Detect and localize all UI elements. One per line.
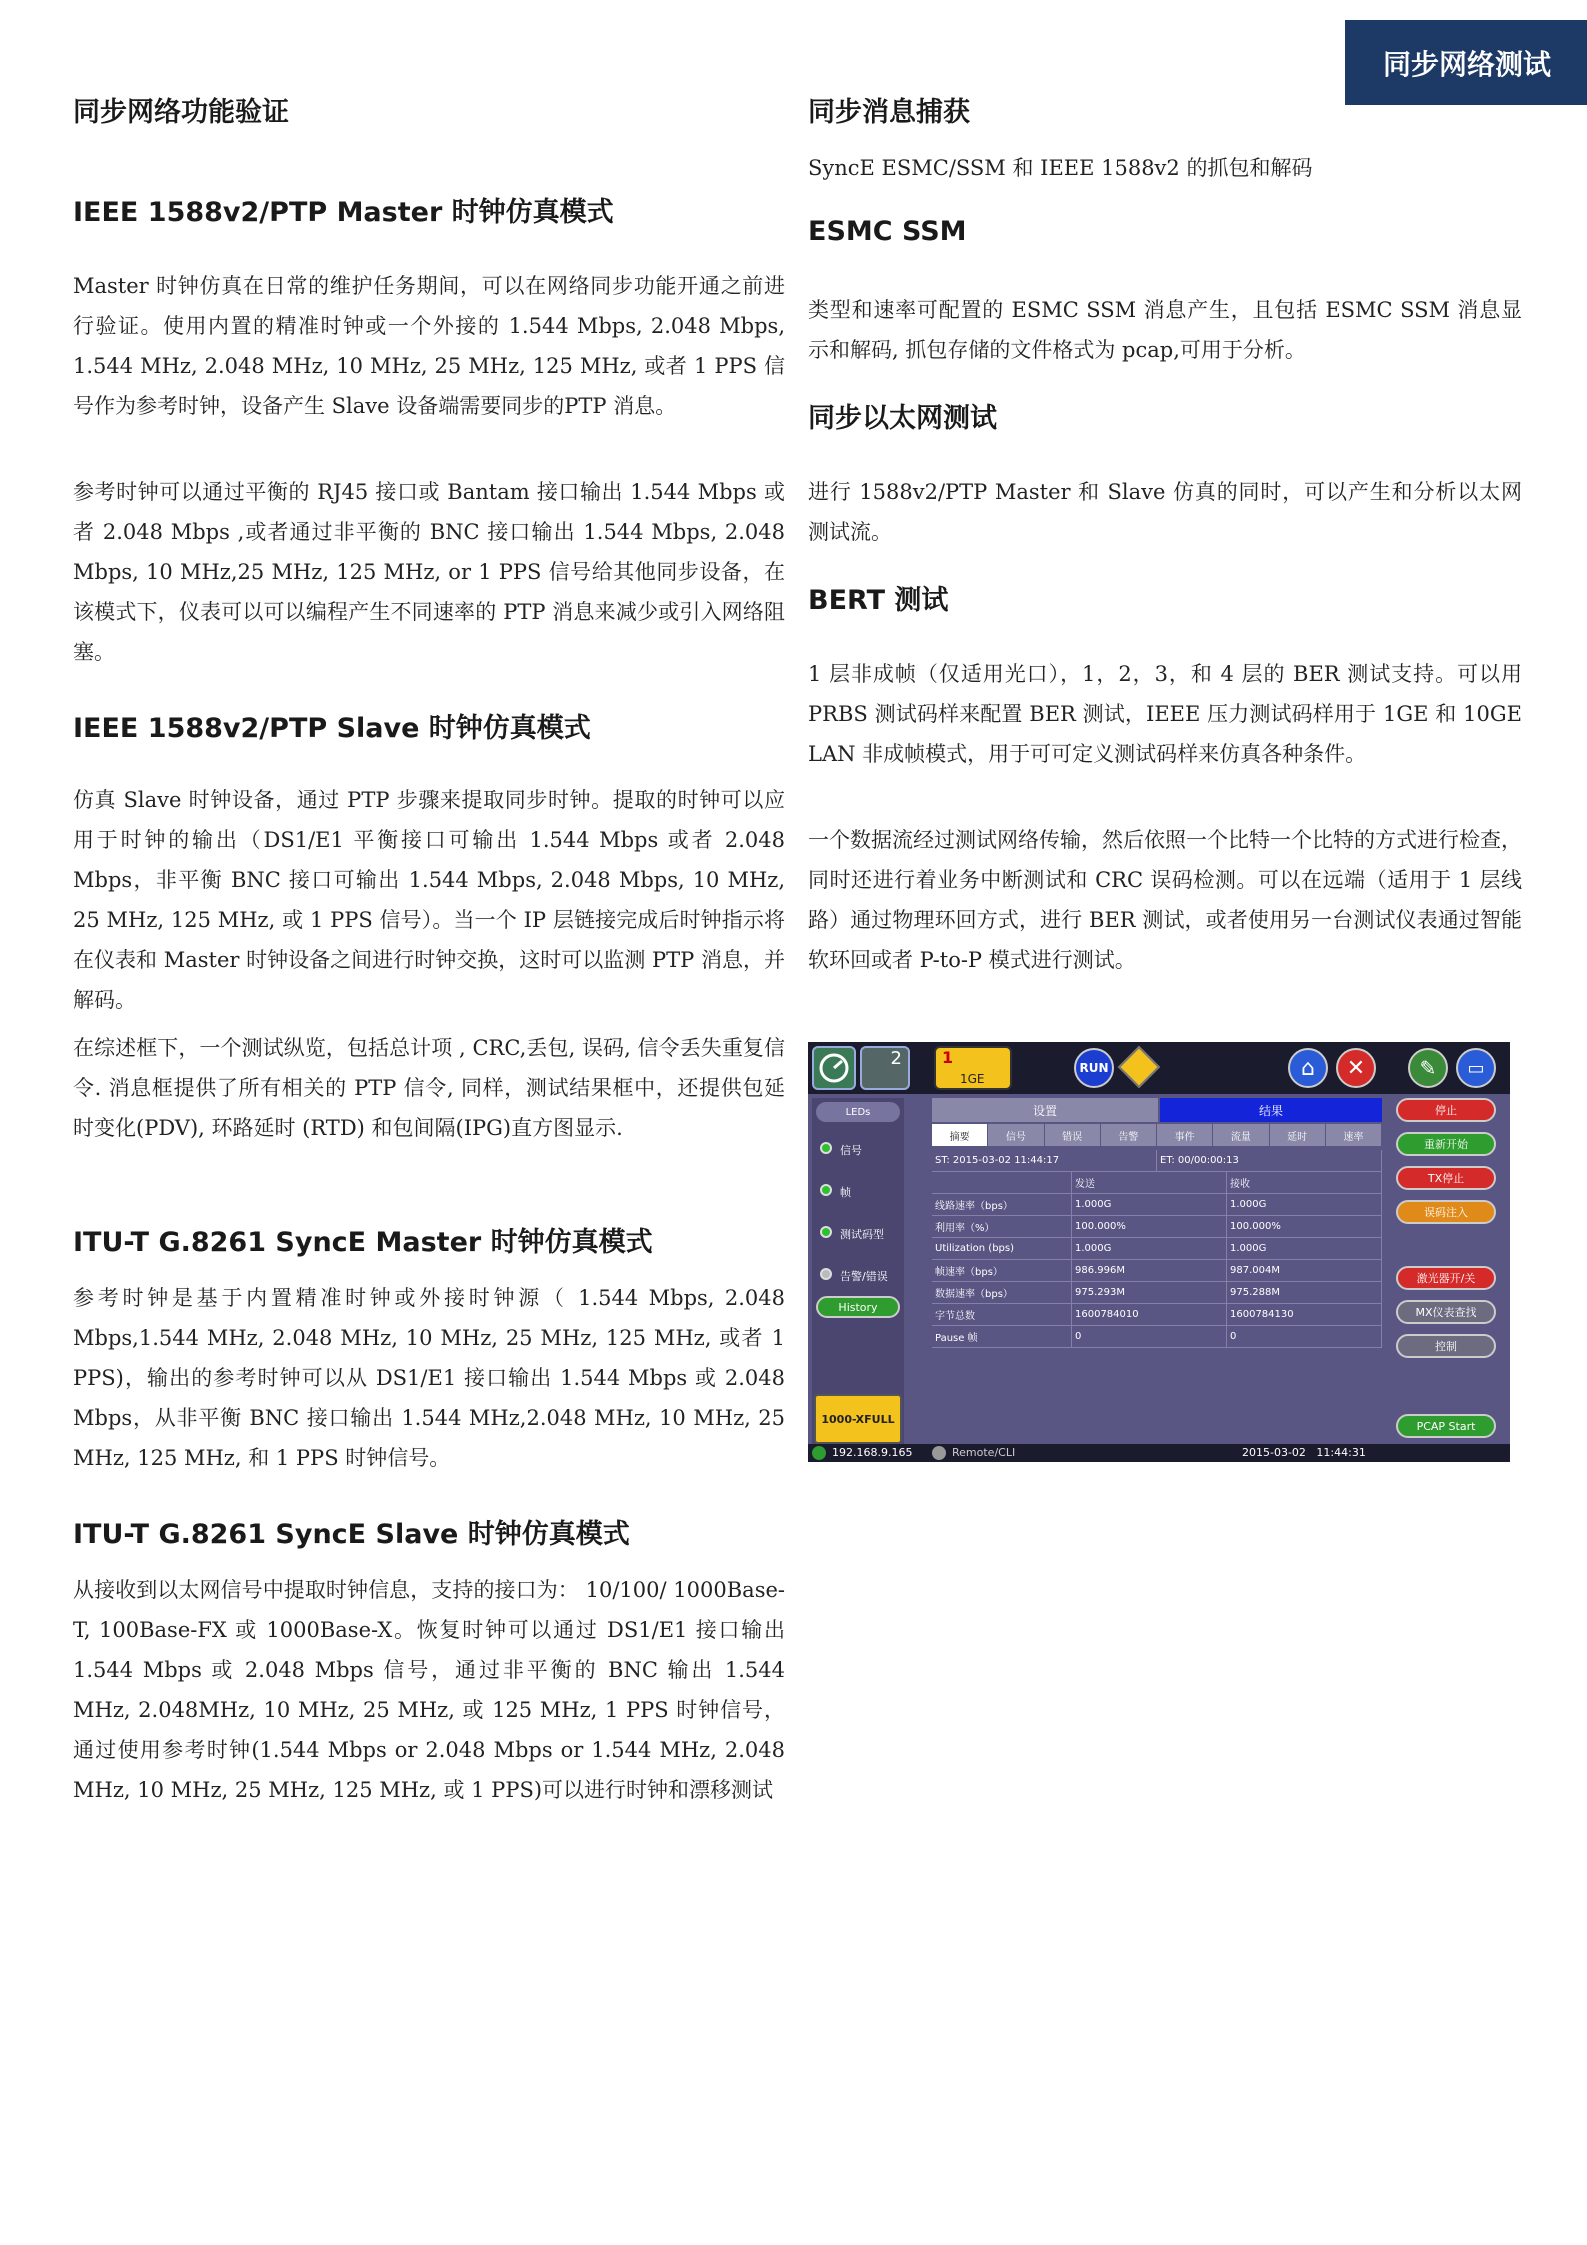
header-tx: 发送 xyxy=(1072,1172,1227,1193)
table-row xyxy=(932,1260,1382,1282)
table-row xyxy=(932,1238,1382,1260)
leds-header xyxy=(816,1102,900,1122)
port-number: 1 xyxy=(942,1048,954,1067)
esmc-title: ESMC SSM xyxy=(808,216,967,247)
row-label: 线路速率（bps） xyxy=(932,1194,1072,1215)
control-button[interactable]: 控制 xyxy=(1396,1334,1496,1358)
bert-title: BERT 测试 xyxy=(808,585,949,616)
row-tx: 0 xyxy=(1072,1326,1227,1347)
run-label: RUN xyxy=(1079,1061,1109,1075)
row-label: 利用率（%） xyxy=(932,1216,1072,1237)
row-label: 数据速率（bps） xyxy=(932,1282,1072,1303)
led-pattern xyxy=(820,1226,832,1238)
tab-setup-label: 设置 xyxy=(1032,1103,1057,1118)
subtab-errors[interactable]: 错误 xyxy=(1045,1124,1101,1146)
history-button[interactable] xyxy=(816,1296,900,1318)
bert-para-2: 一个数据流经过测试网络传输，然后依照一个比特一个比特的方式进行检查，同时还进行着业务中断测试和 CRC 误码检测。可以在远端（适用于 1 层线路）通过物理环回方式，进行 BER 测试，或者使用另一台测试仪表通过智能软环回或者 P-to-P 模式进行测试。 xyxy=(808,828,1522,972)
subtab-events[interactable]: 事件 xyxy=(1157,1124,1213,1146)
led-alarm xyxy=(820,1268,832,1280)
start-time: ST: 2015-03-02 11:44:17 xyxy=(932,1150,1157,1171)
row-rx: 1.000G xyxy=(1227,1194,1382,1215)
synce-master-title: ITU-T G.8261 SyncE Master 时钟仿真模式 xyxy=(73,1227,653,1258)
synce-slave-title: ITU-T G.8261 SyncE Slave 时钟仿真模式 xyxy=(73,1519,630,1550)
mode-label: 1000-XFULL xyxy=(821,1412,895,1426)
ptp-master-para-2: 参考时钟可以通过平衡的 RJ45 接口或 Bantam 接口输出 1.544 Mbps 或者 2.048 Mbps ,或者通过非平衡的 BNC 接口输出 1.544 Mbps, 2.048 Mbps, 10 MHz,25 MHz, 125 MHz, or 1 PPS 信号给其他同步设备，在该模式下，仪表可以可以编程产生不同速率的 PTP 消息来减少或引入网络阻塞。 xyxy=(73,480,785,664)
row-tx: 100.000% xyxy=(1072,1216,1227,1237)
ip-address: 192.168.9.165 xyxy=(832,1446,913,1459)
stop-button[interactable]: 停止 xyxy=(1396,1098,1496,1122)
row-rx: 100.000% xyxy=(1227,1216,1382,1237)
tester-topbar xyxy=(808,1042,1510,1094)
tx-stop-button[interactable]: TX停止 xyxy=(1396,1166,1496,1190)
ptp-master-title: IEEE 1588v2/PTP Master 时钟仿真模式 xyxy=(73,197,614,228)
tools-icon[interactable]: ✎ xyxy=(1408,1048,1448,1088)
tester-sidebar xyxy=(812,1098,904,1448)
remote-label: Remote/CLI xyxy=(952,1446,1016,1459)
subtab-delay[interactable]: 延时 xyxy=(1270,1124,1326,1146)
port-indicator[interactable] xyxy=(934,1046,1012,1090)
row-rx: 1.000G xyxy=(1227,1238,1382,1259)
sub-tab-bar xyxy=(932,1124,1382,1146)
run-button[interactable] xyxy=(1074,1048,1114,1088)
capture-intro: SyncE ESMC/SSM 和 IEEE 1588v2 的抓包和解码 xyxy=(808,156,1313,180)
synce-test-para: 进行 1588v2/PTP Master 和 Slave 仿真的同时，可以产生和分析以太网测试流。 xyxy=(808,480,1522,544)
remote-icon xyxy=(932,1446,946,1460)
subtab-summary[interactable]: 摘要 xyxy=(932,1124,988,1146)
right-section-title: 同步消息捕获 xyxy=(808,97,970,128)
subtab-rate[interactable]: 速率 xyxy=(1326,1124,1382,1146)
tester-statusbar xyxy=(808,1444,1510,1462)
row-rx: 987.004M xyxy=(1227,1260,1382,1281)
time-row xyxy=(932,1150,1382,1172)
tab-results-label: 结果 xyxy=(1258,1103,1283,1118)
row-label: 帧速率（bps） xyxy=(932,1260,1072,1281)
synce-test-title: 同步以太网测试 xyxy=(808,403,997,434)
port-label: 1GE xyxy=(960,1072,985,1086)
folder-icon[interactable]: ▭ xyxy=(1456,1048,1496,1088)
esmc-para: 类型和速率可配置的 ESMC SSM 消息产生，且包括 ESMC SSM 消息显示和解码, 抓包存储的文件格式为 pcap,可用于分析。 xyxy=(808,298,1522,362)
header-rx: 接收 xyxy=(1227,1172,1382,1193)
history-label: History xyxy=(838,1300,878,1314)
home-icon[interactable]: ⌂ xyxy=(1288,1048,1328,1088)
row-rx: 1600784130 xyxy=(1227,1304,1382,1325)
led-alarm-label: 告警/错误 xyxy=(840,1270,888,1283)
row-label: Utilization (bps) xyxy=(932,1238,1072,1259)
subtab-signal[interactable]: 信号 xyxy=(988,1124,1044,1146)
table-row xyxy=(932,1194,1382,1216)
table-header xyxy=(932,1172,1382,1194)
row-tx: 986.996M xyxy=(1072,1260,1227,1281)
led-signal-label: 信号 xyxy=(840,1144,862,1157)
table-row xyxy=(932,1326,1382,1348)
error-inject-button[interactable]: 误码注入 xyxy=(1396,1200,1496,1224)
close-icon[interactable]: ✕ xyxy=(1336,1048,1376,1088)
led-pattern-label: 测试码型 xyxy=(840,1228,884,1241)
results-table xyxy=(932,1150,1382,1348)
count-value: 2 xyxy=(890,1048,902,1069)
tab-setup[interactable] xyxy=(932,1098,1158,1122)
ptp-master-para-1: Master 时钟仿真在日常的维护任务期间，可以在网络同步功能开通之前进行验证。使用内置的精准时钟或一个外接的 1.544 Mbps, 2.048 Mbps, 1.544 MHz, 2.048 MHz, 10 MHz, 25 MHz, 125 MHz, 或者 1 PPS 信号作为参考时钟，设备产生 Slave 设备端需要同步的PTP 消息。 xyxy=(73,274,785,418)
table-row xyxy=(932,1216,1382,1238)
tester-screenshot xyxy=(808,1042,1510,1462)
left-section-title: 同步网络功能验证 xyxy=(73,97,289,128)
row-label: 字节总数 xyxy=(932,1304,1072,1325)
led-signal xyxy=(820,1142,832,1154)
section-tab: 同步网络测试 xyxy=(1345,20,1587,105)
row-rx: 975.288M xyxy=(1227,1282,1382,1303)
ptp-slave-para-2: 在综述框下，一个测试纵览，包括总计项 , CRC,丢包, 误码, 信令丢失重复信令. 消息框提供了所有相关的 PTP 信令, 同样，测试结果框中，还提供包延时变化(PDV), 环路延时 (RTD) 和包间隔(IPG)直方图显示. xyxy=(73,1036,785,1140)
count-badge xyxy=(860,1046,910,1090)
elapsed-time: ET: 00/00:00:13 xyxy=(1157,1150,1382,1171)
device-datetime: 2015-03-02 11:44:31 xyxy=(1242,1446,1366,1459)
row-tx: 1.000G xyxy=(1072,1194,1227,1215)
ptp-slave-title: IEEE 1588v2/PTP Slave 时钟仿真模式 xyxy=(73,713,591,744)
row-rx: 0 xyxy=(1227,1326,1382,1347)
led-frame-label: 帧 xyxy=(840,1186,851,1199)
subtab-traffic[interactable]: 流量 xyxy=(1213,1124,1269,1146)
synce-master-para: 参考时钟是基于内置精准时钟或外接时钟源（ 1.544 Mbps, 2.048 Mbps,1.544 MHz, 2.048 MHz, 10 MHz, 25 MHz, 125 MHz, 或者 1 PPS)，输出的参考时钟可以从 DS1/E1 接口输出 1.544 Mbps 或 2.048 Mbps，从非平衡 BNC 接口输出 1.544 MHz,2.048 MHz, 10 MHz, 25 MHz, 125 MHz, 和 1 PPS 时钟信号。 xyxy=(73,1286,785,1470)
gauge-icon xyxy=(812,1046,856,1090)
ip-icon xyxy=(812,1446,826,1460)
pcap-start-button[interactable]: PCAP Start xyxy=(1396,1414,1496,1438)
mx-discover-button[interactable]: MX仪表查找 xyxy=(1396,1300,1496,1324)
row-label: Pause 帧 xyxy=(932,1326,1072,1347)
bert-para-1: 1 层非成帧（仅适用光口），1，2，3，和 4 层的 BER 测试支持。可以用 PRBS 测试码样来配置 BER 测试，IEEE 压力测试码样用于 1GE 和 10GE LAN 非成帧模式，用于可可定义测试码样来仿真各种条件。 xyxy=(808,662,1522,766)
row-tx: 1.000G xyxy=(1072,1238,1227,1259)
row-tx: 975.293M xyxy=(1072,1282,1227,1303)
table-row xyxy=(932,1304,1382,1326)
restart-button[interactable]: 重新开始 xyxy=(1396,1132,1496,1156)
subtab-alarms[interactable]: 告警 xyxy=(1101,1124,1157,1146)
laser-toggle-button[interactable]: 激光器开/关 xyxy=(1396,1266,1496,1290)
ptp-slave-para-1: 仿真 Slave 时钟设备，通过 PTP 步骤来提取同步时钟。提取的时钟可以应用于时钟的输出（DS1/E1 平衡接口可输出 1.544 Mbps 或者 2.048 Mbps，非平衡 BNC 接口可输出 1.544 Mbps, 2.048 Mbps, 10 MHz, 25 MHz, 125 MHz, 或 1 PPS 信号）。当一个 IP 层链接完成后时钟指示将在仪表和 Master 时钟设备之间进行时钟交换，这时可以监测 PTP 消息，并解码。 xyxy=(73,788,785,1012)
mode-button[interactable] xyxy=(814,1394,902,1444)
table-row xyxy=(932,1282,1382,1304)
header-blank xyxy=(932,1172,1072,1193)
leds-label: LEDs xyxy=(845,1106,871,1118)
led-frame xyxy=(820,1184,832,1196)
tab-results[interactable] xyxy=(1160,1098,1382,1122)
row-tx: 1600784010 xyxy=(1072,1304,1227,1325)
laser-diamond-icon[interactable] xyxy=(1118,1046,1160,1088)
synce-slave-para: 从接收到以太网信号中提取时钟信息，支持的接口为： 10/100/ 1000Base-T, 100Base-FX 或 1000Base-X。恢复时钟可以通过 DS1/E1 接口输出 1.544 Mbps 或 2.048 Mbps 信号，通过非平衡的 BNC 输出 1.544 MHz, 2.048MHz, 10 MHz, 25 MHz, 或 125 MHz, 1 PPS 时钟信号，通过使用参考时钟(1.544 Mbps or 2.048 Mbps or 1.544 MHz, 2.048 MHz, 10 MHz, 25 MHz, 125 MHz, 或 1 PPS)可以进行时钟和漂移测试 xyxy=(73,1578,785,1802)
